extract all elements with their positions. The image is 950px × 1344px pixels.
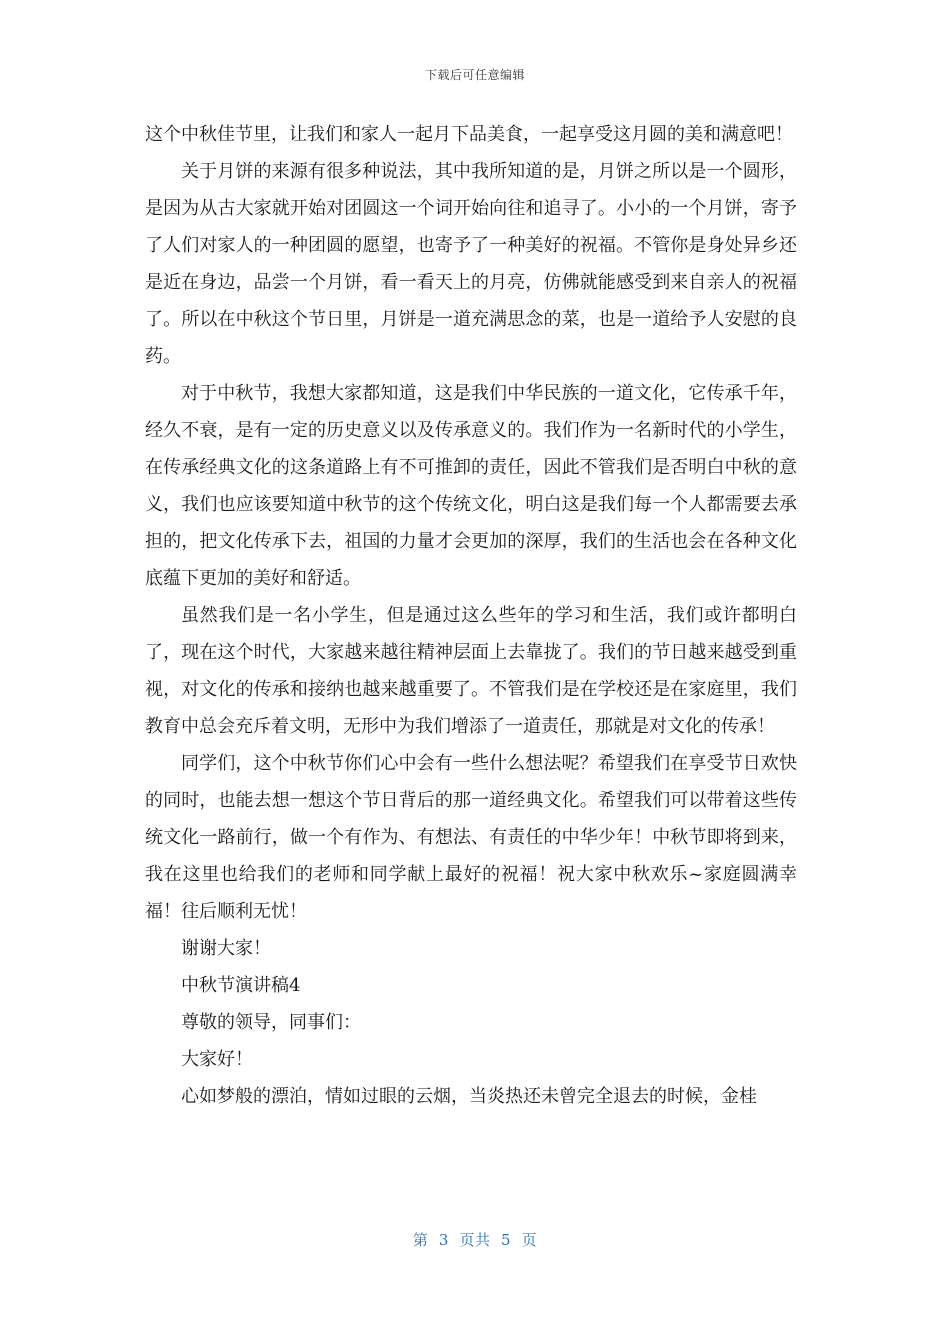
document-body bbox=[145, 116, 797, 1115]
paragraph: 心如梦般的漂泊，情如过眼的云烟，当炎热还未曾完全退去的时候，金桂 bbox=[181, 1086, 757, 1107]
header-note: 下载后可任意编辑 bbox=[424, 68, 525, 82]
paragraph: 这个中秋佳节里，让我们和家人一起月下品美食，一起享受这月圆的美和满意吧！ bbox=[145, 124, 793, 145]
section-heading: 中秋节演讲稿4 bbox=[181, 975, 301, 996]
paragraph: 对于中秋节，我想大家都知道，这是我们中华民族的一道文化，它传承千年，经久不衰，是有一定的历史意义以及传承意义的。我们作为一名新时代的小学生，在传承经典文化的这条道路上有不可推卸的责任，因此不管我们是否明白中秋的意义，我们也应该要知道中秋节的这个传统文化，明白这是我们每一个人都需要去承担的，把文化传承下去，祖国的力量才会更加的深厚，我们的生活也会在各种文化底蕴下更加的美好和舒适。 bbox=[145, 383, 797, 589]
paragraph: 虽然我们是一名小学生，但是通过这么些年的学习和生活，我们或许都明白了，现在这个时代，大家越来越往精神层面上去靠拢了。我们的节日越来越受到重视，对文化的传承和接纳也越来越重要了。不管我们是在学校还是在家庭里，我们教育中总会充斥着文明，无形中为我们增添了一道责任，那就是对文化的传承！ bbox=[145, 605, 797, 737]
paragraph: 大家好！ bbox=[181, 1049, 253, 1070]
paragraph: 谢谢大家！ bbox=[181, 938, 271, 959]
paragraph: 同学们，这个中秋节你们心中会有一些什么想法呢？希望我们在享受节日欢快的同时，也能去想一想这个节日背后的那一道经典文化。希望我们可以带着这些传统文化一路前行，做一个有作为、有想法、有责任的中华少年！中秋节即将到来，我在这里也给我们的老师和同学献上最好的祝福！祝大家中秋欢乐~家庭圆满幸福！往后顺利无忧！ bbox=[145, 753, 797, 922]
page-number: 第 3 页共 5 页 bbox=[412, 1231, 538, 1249]
paragraph: 关于月饼的来源有很多种说法，其中我所知道的是，月饼之所以是一个圆形，是因为从古大家就开始对团圆这一个词开始向往和追寻了。小小的一个月饼，寄予了人们对家人的一种团圆的愿望，也寄予了一种美好的祝福。不管你是身处异乡还是近在身边，品尝一个月饼，看一看天上的月亮，仿佛就能感受到来自亲人的祝福了。所以在中秋这个节日里，月饼是一道充满思念的菜，也是一道给予人安慰的良药。 bbox=[145, 161, 797, 367]
paragraph: 尊敬的领导，同事们： bbox=[181, 1012, 361, 1033]
